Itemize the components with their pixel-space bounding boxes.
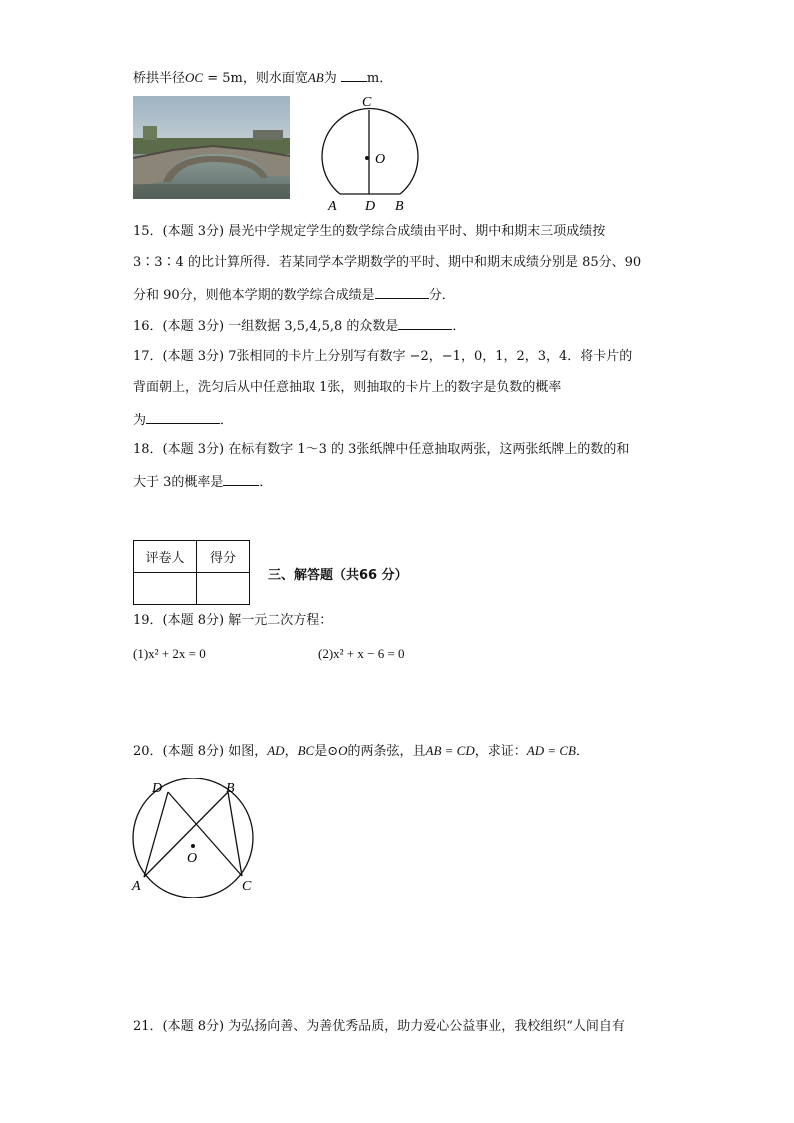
score-cell[interactable]: [197, 573, 250, 605]
q15-line3: 分和 90分，则他本学期的数学综合成绩是 分．: [133, 288, 455, 303]
q14-tail-line: 桥拱半径OC = 5m，则水面宽AB为 m．: [133, 70, 393, 86]
answer-blank[interactable]: [223, 473, 259, 486]
q17-line1: 17．(本题 3分) 7张相同的卡片上分别写有数字 −2，−1，0，1，2，3，4．将卡片的: [133, 349, 633, 364]
center-point: [191, 844, 195, 848]
answer-blank[interactable]: [341, 69, 367, 82]
answer-blank[interactable]: [398, 317, 452, 330]
label-a: A: [132, 879, 141, 894]
q18-line2: 大于 3的概率是 ．: [133, 475, 273, 490]
grader-header: 评卷人: [134, 541, 197, 573]
label-b: B: [395, 199, 404, 214]
grader-cell[interactable]: [134, 573, 197, 605]
label-a: A: [328, 199, 337, 214]
q19-eq1: (1)x² + 2x = 0: [133, 646, 206, 661]
arch-arc: [322, 109, 418, 194]
q15-line1: 15．(本题 3分) 晨光中学规定学生的数学综合成绩由平时、期中和期末三项成绩按: [133, 224, 606, 239]
answer-blank[interactable]: [375, 286, 429, 299]
q21-line1: 21．(本题 8分) 为弘扬向善、为善优秀品质，助力爱心公益事业，我校组织“人间自有: [133, 1019, 625, 1034]
answer-blank[interactable]: [146, 411, 220, 424]
label-o: O: [187, 851, 198, 866]
label-o: O: [375, 152, 386, 167]
label-b: B: [226, 781, 235, 796]
label-c: C: [362, 95, 372, 110]
q15-line2: 3∶3∶4 的比计算所得．若某同学本学期数学的平时、期中和期末成绩分别是 85分、90: [133, 255, 642, 270]
circle-o: [133, 778, 253, 898]
label-d: D: [152, 781, 163, 796]
q18-line1: 18．(本题 3分) 在标有数字 1～3 的 3张纸牌中任意抽取两张，这两张纸牌上的数的和: [133, 442, 630, 457]
label-c: C: [242, 879, 252, 894]
circle-arch-diagram: [310, 90, 430, 215]
q16-line: 16．(本题 3分) 一组数据 3,5,4,5,8 的众数是 ．: [133, 319, 466, 334]
center-point: [365, 156, 369, 160]
q19-line1: 19．(本题 8分) 解一元二次方程：: [133, 613, 333, 628]
q19-eq2: (2)x² + x − 6 = 0: [318, 646, 405, 661]
bridge-photo: [133, 96, 290, 199]
circle-chords-diagram: [128, 778, 268, 898]
label-d: D: [365, 199, 376, 214]
q17-line3: 为 ．: [133, 413, 234, 428]
q17-line2: 背面朝上，洗匀后从中任意抽取 1张，则抽取的卡片上的数字是负数的概率: [133, 380, 562, 395]
score-header: 得分: [197, 541, 250, 573]
grading-table: [133, 540, 250, 605]
q20-line: 20．(本题 8分) 如图，AD，BC是⊙O的两条弦，且AB = CD，求证：AD = CB．: [133, 743, 589, 759]
section-title: 三、解答题（共66 分）: [268, 568, 408, 583]
chord-cd: [168, 792, 242, 876]
